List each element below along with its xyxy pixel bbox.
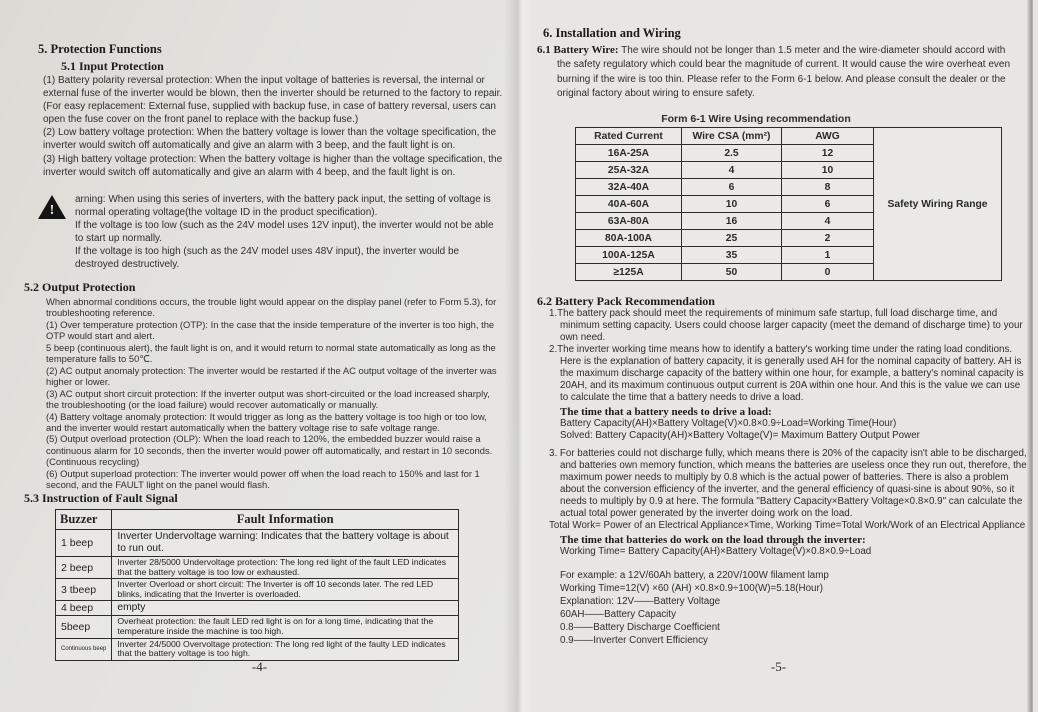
wire-csa-cell: 6 <box>682 179 782 196</box>
wire-csa-cell: 10 <box>682 196 782 213</box>
table-row <box>56 616 459 638</box>
section-5-title: 5. Protection Functions <box>38 42 162 56</box>
section-6-1-lead: 6.1 Battery Wire: <box>537 44 619 56</box>
wire-csa-cell: 4 <box>682 162 782 179</box>
rated-current-cell: 100A-125A <box>576 247 682 264</box>
example-line: 60AH——Battery Capacity <box>560 609 676 621</box>
awg-cell: 2 <box>782 230 874 247</box>
example-line: 0.9——Inverter Convert Efficiency <box>560 635 708 647</box>
wire-recommendation-table <box>575 127 1002 281</box>
column-header-rated-current: Rated Current <box>576 128 682 145</box>
table-row <box>56 579 459 601</box>
section-6-1-text: The wire should not be longer than 1.5 meter and the wire-diameter should accord with the safety regulatory which could bear the magnitude of current. It would cause the wire overheat even burning if the wire is too thin. Please refer to the Form 6-1 below. And please consult the dealer or the original factory about wiring to ensure safety. <box>557 45 1011 100</box>
awg-cell: 12 <box>782 145 874 162</box>
table-header-row <box>576 128 1002 145</box>
section-5-3-title: 5.3 Instruction of Fault Signal <box>24 491 178 505</box>
wire-csa-cell: 35 <box>682 247 782 264</box>
paragraph: (6) Output superload protection: The inverter would power off when the load reach to 150% and last for 1 second, and the FAULT light on the panel would flash. <box>46 467 480 491</box>
warning-line: If the voltage is too high (such as the 24V model uses 48V input), the inverter would be destroyed destructively. <box>75 246 460 270</box>
paragraph: (3) AC output short circuit protection: If the inverter output was short-circuited or the load increased sharply, the troubleshooting (or the load failure) would recover automatically or manually. <box>46 387 490 411</box>
list-item-1: 1.The battery pack should meet the requirements of minimum safe startup, full load discharge time, and minimum setting capacity. Users could choose larger capacity (meet the demand of discharge time) to your own need. <box>549 308 1023 343</box>
buzzer-cell: Continuous beep <box>56 638 112 660</box>
paragraph: (1) Over temperature protection (OTP): In the case that the inside temperature of the inverter is too high, the OTP would start and alert. <box>46 318 495 342</box>
example-block <box>549 569 1027 648</box>
example-line: 0.8——Battery Discharge Coefficient <box>560 622 720 634</box>
section-6-title: 6. Installation and Wiring <box>543 26 681 40</box>
paragraph: When abnormal conditions occurs, the trouble light would appear on the display panel (refer to Form 5.3), for troubleshooting reference. <box>46 296 497 319</box>
wire-csa-cell: 16 <box>682 213 782 230</box>
column-header-wire-csa: Wire CSA (mm²) <box>682 128 782 145</box>
table-row <box>56 601 459 616</box>
wire-csa-cell: 50 <box>682 264 782 281</box>
awg-cell: 4 <box>782 213 874 230</box>
awg-cell: 1 <box>782 247 874 264</box>
fault-signal-table <box>55 509 459 661</box>
rated-current-cell: 63A-80A <box>576 213 682 230</box>
rated-current-cell: 16A-25A <box>576 145 682 162</box>
column-header-awg: AWG <box>782 128 874 145</box>
example-line: For example: a 12V/60Ah battery, a 220V/100W filament lamp <box>560 570 829 581</box>
wire-csa-cell: 2.5 <box>682 145 782 162</box>
list-item-2: 2.The inverter working time means how to identify a battery's working time under the rating load conditions. Here is the explanation of battery capacity, it is generally used AH for the nominal capacity of battery. AH is the maximum discharge capacity of the battery within one hour, for example, a battery's nominal capacity is 20AH, and its maximum continuous output current is 20A within one hour. And this is the value we can use to calculate the time that a battery needs to drive a load. <box>549 344 1024 403</box>
formula-working-time: Battery Capacity(AH)×Battery Voltage(V)×0.8×0.9÷Load=Working Time(Hour) <box>560 418 897 429</box>
warning-icon <box>38 195 66 219</box>
buzzer-cell: 3 tbeep <box>56 579 112 601</box>
list-item-3: 3. For batteries could not discharge fully, which means there is 20% of the capacity isn't able to be discharged, and batteries own memory function, which means the batteries are useless once they run out, therefore, the maximum power needs to multiply by 0.8 which is the actual power of batteries. There is also a problem about the conversion efficiency of the inverter, and the general efficiency of quasi-sine is about 90%, so it needs to multiply by 0.9 at here. The formula "Battery Capacity×Battery Voltage×0.8×0.9" can calculate the actual total power generated by the inverter doing work on the load. <box>549 448 1027 519</box>
example-line: Explanation: 12V——Battery Voltage <box>560 596 721 608</box>
fault-info-cell: Inverter 24/5000 Overvoltage protection: The long red light of the faulty LED indicates that the battery voltage is too high. <box>112 638 459 660</box>
fault-info-cell: empty <box>112 601 459 616</box>
awg-cell: 6 <box>782 196 874 213</box>
example-line: Working Time=12(V) ×60 (AH) ×0.8×0.9÷100(W)=5.18(Hour) <box>560 583 824 595</box>
table-row <box>56 638 459 660</box>
wire-csa-cell: 25 <box>682 230 782 247</box>
rated-current-cell: 25A-32A <box>576 162 682 179</box>
buzzer-cell: 2 beep <box>56 557 112 579</box>
page-number-5: -5- <box>770 659 787 674</box>
column-header-fault-information: Fault Information <box>112 510 459 530</box>
warning-text <box>75 193 503 271</box>
buzzer-cell: 4 beep <box>56 601 112 616</box>
page-number-4: -4- <box>251 659 268 674</box>
paragraph: (2) Low battery voltage protection: When the battery voltage is lower than the voltage specification, the inverter would switch off automatically and give an alarm with 3 beep, and the fault light is on. <box>43 127 497 152</box>
section-5-2-title: 5.2 Output Protection <box>24 280 136 294</box>
total-work-line: Total Work= Power of an Electrical Appliance×Time, Working Time=Total Work/Work of an Electrical Appliance <box>549 520 1026 531</box>
buzzer-cell: 1 beep <box>56 530 112 557</box>
paragraph: (5) Output overload protection (OLP): When the load reach to 120%, the embedded buzzer would raise a continuous alarm for 10 seconds, then the inverter would power off automatically, and restart in 10 seconds. (Continuous recycling) <box>46 433 493 468</box>
table-row <box>56 557 459 579</box>
section-6-2-body <box>549 308 1027 648</box>
section-6-1-body <box>537 43 1019 102</box>
buzzer-cell: 5beep <box>56 616 112 638</box>
working-time-formula: Working Time= Battery Capacity(AH)×Battery Voltage(V)×0.8×0.9÷Load <box>560 546 872 557</box>
paragraph: 5 beep (continuous alert), the fault light is on, and it would return to normal state automatically as long as the temperature falls to 50℃. <box>46 341 496 365</box>
fault-info-cell: Inverter 28/5000 Undervoltage protection: The long red light of the fault LED indicates that the battery voltage is too low or exhausted. <box>112 557 459 579</box>
rated-current-cell: 32A-40A <box>576 179 682 196</box>
fault-info-cell: Inverter Overload or short circuit: The Inverter is off 10 seconds later. The red LED blinks, indicating that the Inverter is overloaded. <box>112 579 459 601</box>
safety-wiring-range-label: Safety Wiring Range <box>874 128 1002 281</box>
section-5-1-body <box>43 74 507 179</box>
paragraph: (1) Battery polarity reversal protection: When the input voltage of batteries is reversal, the internal or external fuse of the inverter would be blown, then the inverter should be returned to the factory to repair. (For easy replacement: External fuse, supplied with backup fuse, in case of battery reversal, users can open the fuse cover on the front panel to replace with the backup fuse.) <box>43 75 503 126</box>
fault-info-cell: Overheat protection: the fault LED red light is on for a long time, indicating that the temperature inside the machine is too high. <box>112 616 459 638</box>
fault-info-cell: Inverter Undervoltage warning: Indicates that the battery voltage is about to run out. <box>112 530 459 557</box>
awg-cell: 10 <box>782 162 874 179</box>
paragraph: (3) High battery voltage protection: When the battery voltage is higher than the voltage specification, the inverter would switch off automatically and give an alarm with 4 beep, and the fault light is on. <box>43 153 503 178</box>
section-5-1-title: 5.1 Input Protection <box>61 59 164 73</box>
manual-page-5 <box>519 0 1038 712</box>
section-5-2-body <box>46 296 498 491</box>
warning-line: If the voltage is too low (such as the 24V model uses 12V input), the inverter would not be able to start up normally. <box>75 220 494 244</box>
warning-block <box>38 193 508 271</box>
table-header-row <box>56 510 459 530</box>
column-header-buzzer: Buzzer <box>56 510 112 530</box>
paragraph: (2) AC output anomaly protection: The inverter would be restarted if the AC output voltage of the inverter was higher or lower. <box>46 364 497 388</box>
table-row <box>56 530 459 557</box>
warning-line: arning: When using this series of inverters, with the battery pack input, the setting of voltage is normal operating voltage(the voltage ID in the product specification). <box>75 194 491 218</box>
section-6-2-title: 6.2 Battery Pack Recommendation <box>537 294 715 308</box>
rated-current-cell: 40A-60A <box>576 196 682 213</box>
awg-cell: 8 <box>782 179 874 196</box>
subheading-battery-drive-load: The time that a battery needs to drive a load: <box>560 406 772 418</box>
rated-current-cell: ≥125A <box>576 264 682 281</box>
subheading-batteries-work-through-inverter: The time that batteries do work on the load through the inverter: <box>560 534 866 546</box>
wire-table-caption: Form 6-1 Wire Using recommendation <box>661 113 851 125</box>
rated-current-cell: 80A-100A <box>576 230 682 247</box>
awg-cell: 0 <box>782 264 874 281</box>
paragraph: (4) Battery voltage anomaly protection: It would trigger as long as the battery voltage is too high or too low, and the inverter would restart automatically when the battery voltage rise to safe voltage range. <box>46 410 487 433</box>
formula-max-output-power: Solved: Battery Capacity(AH)×Battery Voltage(V)= Maximum Battery Output Power <box>560 430 920 441</box>
